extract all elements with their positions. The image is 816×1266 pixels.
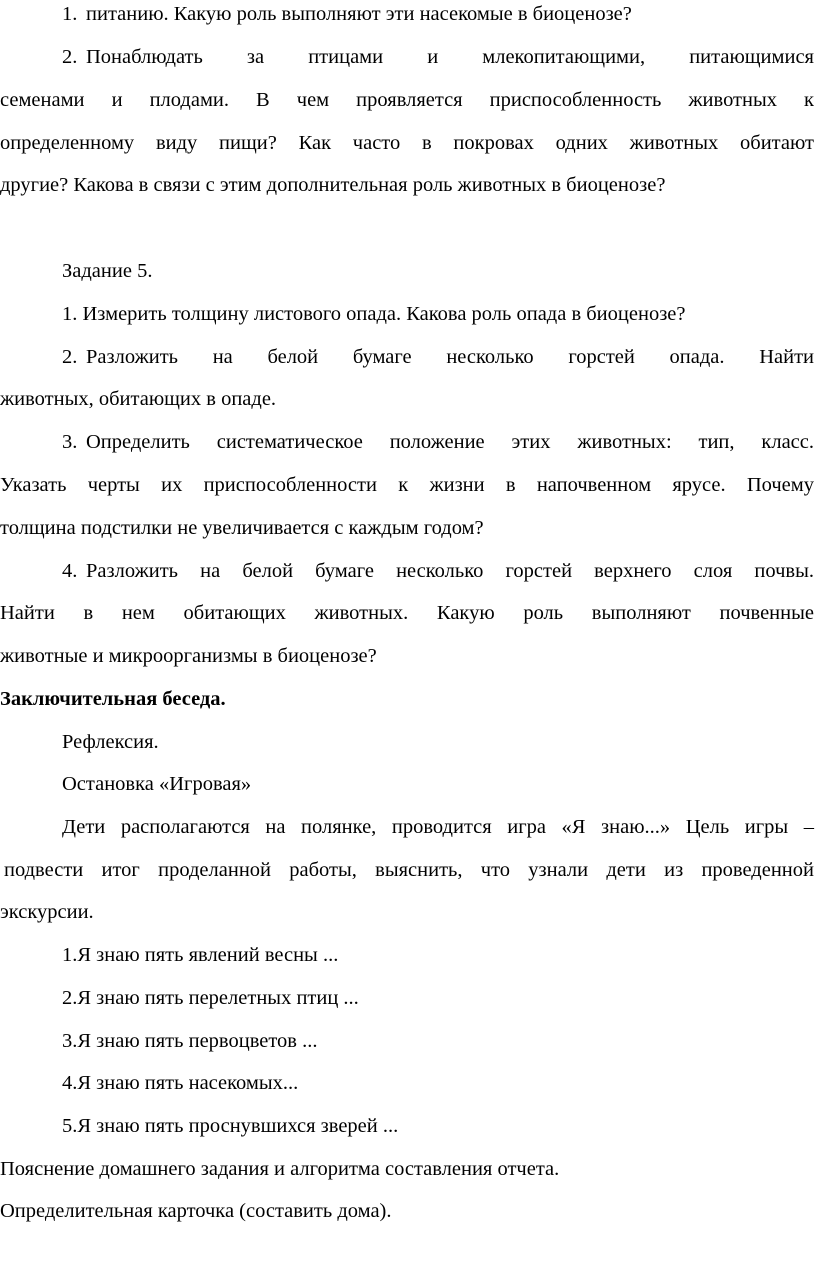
list-item-text: Разложить на белой бумаге несколько горстей опада. Найти: [86, 346, 814, 368]
list-item-number: 3.: [62, 431, 78, 453]
section-heading: Заключительная беседа.: [0, 688, 226, 710]
know-list-item: 3.Я знаю пять первоцветов ...: [62, 1030, 318, 1052]
task-item-1: 1. Измерить толщину листового опада. Какова роль опада в биоценозе?: [62, 303, 686, 325]
list-item-2-line-1: [62, 43, 814, 71]
list-item-text: Определить систематическое положение этих животных: тип, класс.: [86, 431, 814, 453]
list-item-number: 2.: [62, 46, 78, 68]
know-list-item: 1.Я знаю пять явлений весны ...: [62, 944, 339, 966]
paragraph-line: Найти в нем обитающих животных. Какую роль выполняют почвенные: [0, 602, 814, 624]
task-item-4-line-1: [62, 557, 814, 585]
homework-explanation: Пояснение домашнего задания и алгоритма составления отчета.: [0, 1158, 560, 1180]
task-heading: Задание 5.: [62, 260, 153, 282]
game-stop-label: Остановка «Игровая»: [62, 773, 252, 795]
identification-card-note: Определительная карточка (составить дома).: [0, 1200, 392, 1222]
list-item-number: 4.: [62, 560, 78, 582]
know-list-item: 5.Я знаю пять проснувшихся зверей ...: [62, 1115, 399, 1137]
task-item-3-line-1: [62, 428, 814, 456]
list-item-text: Разложить на белой бумаге несколько горстей верхнего слоя почвы.: [86, 560, 814, 582]
paragraph-line: определенному виду пищи? Как часто в покровах одних животных обитают: [0, 132, 814, 154]
list-item-text: питанию. Какую роль выполняют эти насекомые в биоценозе?: [86, 3, 632, 25]
reflection-label: Рефлексия.: [62, 731, 159, 753]
task-item-2-line-1: [62, 343, 814, 371]
list-item-number: 1.: [62, 3, 78, 25]
paragraph-line: Указать черты их приспособленности к жизни в напочвенном ярусе. Почему: [0, 474, 814, 496]
paragraph-line: Дети располагаются на полянке, проводится игра «Я знаю...» Цель игры –: [62, 816, 814, 838]
paragraph-line: семенами и плодами. В чем проявляется приспособленность животных к: [0, 89, 814, 111]
list-item-text: Понаблюдать за птицами и млекопитающими, питающимися: [86, 46, 814, 68]
know-list-item: 4.Я знаю пять насекомых...: [62, 1072, 299, 1094]
paragraph-line: животные и микроорганизмы в биоценозе?: [0, 645, 377, 667]
list-item-number: 2.: [62, 346, 78, 368]
paragraph-line: подвести итог проделанной работы, выяснить, что узнали дети из проведенной: [4, 859, 814, 881]
paragraph-line: животных, обитающих в опаде.: [0, 388, 277, 410]
list-item-1: [62, 0, 632, 28]
paragraph-line: толщина подстилки не увеличивается с каждым годом?: [0, 517, 484, 539]
paragraph-line: экскурсии.: [0, 901, 94, 923]
know-list-item: 2.Я знаю пять перелетных птиц ...: [62, 987, 359, 1009]
paragraph-line: другие? Какова в связи с этим дополнительная роль животных в биоценозе?: [0, 174, 666, 196]
